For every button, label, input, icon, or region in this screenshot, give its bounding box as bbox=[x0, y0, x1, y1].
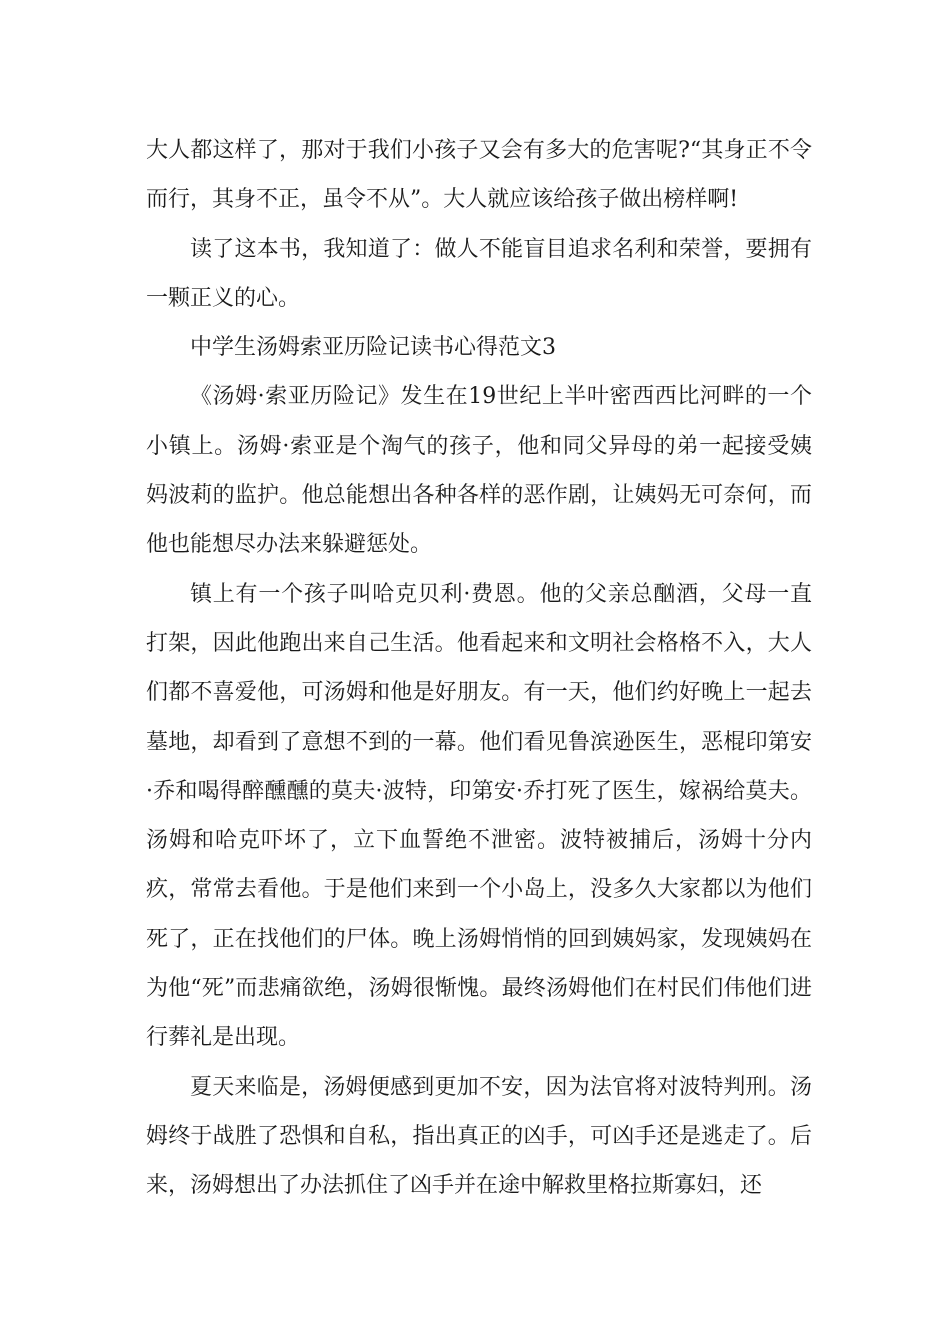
paragraph-story: 镇上有一个孩子叫哈克贝利·费恩。他的父亲总酗酒，父母一直打架，因此他跑出来自己生活。他看起来和文明社会格格不入，大人们都不喜爱他，可汤姆和他是好朋友。有一天，他们约好晚上一起去墓地，却看到了意想不到的一幕。他们看见鲁滨逊医生，恶棍印第安·乔和喝得醉醺醺的莫夫·波特，印第安·乔打死了医生，嫁祸给莫夫。汤姆和哈克吓坏了，立下血誓绝不泄密。波特被捕后，汤姆十分内疚，常常去看他。于是他们来到一个小岛上，没多久大家都以为他们死了，正在找他们的尸体。晚上汤姆悄悄的回到姨妈家，发现姨妈在为他“死”而悲痛欲绝，汤姆很惭愧。最终汤姆他们在村民们伟他们进行葬礼是出现。 bbox=[146, 581, 812, 1051]
paragraph-reflection: 读了这本书，我知道了：做人不能盲目追求名利和荣誉，要拥有一颗正义的心。 bbox=[146, 236, 812, 311]
section-heading: 中学生汤姆索亚历险记读书心得范文3 bbox=[190, 335, 556, 361]
document-body bbox=[146, 126, 812, 1211]
paragraph-intro: 《汤姆·索亚历险记》发生在19世纪上半叶密西西比河畔的一个小镇上。汤姆·索亚是个淘气的孩子，他和同父异母的弟一起接受姨妈波莉的监护。他总能想出各种各样的恶作剧，让姨妈无可奈何，而他也能想尽办法来躲避惩处。 bbox=[146, 384, 812, 558]
paragraph-continuation: 大人都这样了，那对于我们小孩子又会有多大的危害呢?“其身正不令而行，其身不正，虽令不从”。大人就应该给孩子做出榜样啊! bbox=[146, 138, 812, 213]
paragraph-summer: 夏天来临是，汤姆便感到更加不安，因为法官将对波特判刑。汤姆终于战胜了恐惧和自私，指出真正的凶手，可凶手还是逃走了。后来，汤姆想出了办法抓住了凶手并在途中解救里格拉斯寡妇，还 bbox=[146, 1074, 812, 1199]
